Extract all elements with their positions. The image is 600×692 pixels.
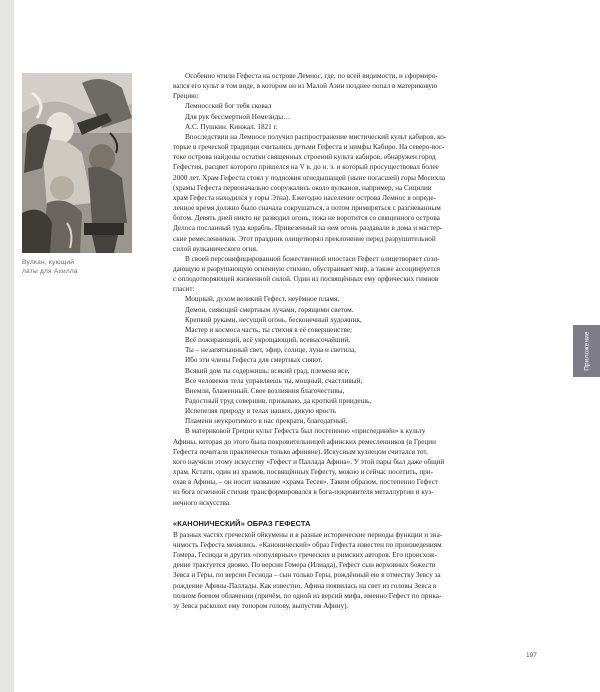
verse-line: Все человеков тела управляешь ты, мощный, счастливый,: [185, 376, 363, 385]
text-line: дающую и разрушающую огненную стихию, обустраивает мир, а также ассоциируется: [173, 264, 441, 273]
text-line: храм. Кстати, один из храмов, посвящённых Гефесту, можно и сейчас посетить, при-: [173, 468, 434, 477]
text-line: зу Зевса расколол ему топором голову, выпустив Афину).: [173, 601, 349, 610]
text-line: (храмы Гефеста первоначально сооружались около вулканов, например, на Сицилии: [173, 183, 432, 192]
section-heading: «КАНОНИЧЕСКИЙ» ОБРАЗ ГЕФЕСТА: [173, 518, 311, 528]
text-line: Грецию:: [173, 92, 199, 101]
caption-line: Вулкан, кующий: [22, 259, 75, 266]
text-line: ские ремесленников. Этот праздник олицетворял преклонение перед разрушительной: [173, 234, 436, 243]
text-line: чимость Гефеста менялись. «Канонический» образ Гефеста известен по произведениям: [173, 540, 442, 549]
verse-line: Лемносский бог тебя сковал: [185, 102, 272, 111]
verse-line: Радостный труд совершив, призываю, да кроткий приидешь,: [185, 397, 372, 405]
engraving-illustration: [22, 73, 132, 253]
text-line: силой вулканического огня.: [173, 244, 258, 253]
text-line: Афины, которая до этого была покровительницей афинских ремесленников (в Греции: [173, 437, 436, 446]
verse-line: Пламени неукротимого в нас прекрати, благодатный.: [185, 417, 348, 426]
text-line: Гефестия, расцвет которого пришелся на V в. до н. э. и который просуществовал более: [173, 163, 439, 172]
verse-line: Крепкий руками, несущий огонь, бесконечный художник,: [185, 315, 362, 324]
page-number: 197: [526, 652, 537, 659]
caption-line: латы для Ахилла: [22, 268, 78, 276]
verse-line: Ты – незапятнанный свет, эфир, солнце, луна и светила,: [185, 346, 356, 355]
text-line: из бога огненной стихии трансформировался в бога-покровителя металлургии и куз-: [173, 488, 434, 497]
text-line: Гомера, Гесиода и других «популярных» греческих и римских авторов. Его происхож-: [173, 551, 437, 560]
intro-paragraph: [173, 71, 544, 101]
section-tab-label: Приложение: [583, 331, 590, 371]
text-line: с оплодотворяющей жизненной силой. Один из посвящённых ему орфических гимнов: [173, 275, 439, 284]
canonical-paragraph: [173, 530, 544, 611]
text-line: полном боевом облачении (причём, по одной из версий мифа, именно Гефест по прика-: [173, 591, 442, 600]
text-line: дение трактуется двояко. По версии Гомера (Илиада), Гефест сын верховных божеств: [173, 561, 436, 570]
verse-line: Демон, сияющий смертным лучами, горящими светом.: [185, 305, 354, 314]
text-line: богом. Девять дней никто не разводил огонь, пока не воротится со священного острова: [173, 214, 440, 223]
text-line: Зевса и Геры, по версии Гесиода – сын только Геры, рождённый ею в отместку Зевсу за: [173, 571, 441, 580]
verse-line: Внемли, блаженный. Свое возлияния благочестивы,: [185, 386, 345, 395]
text-line: Делоса посланный туда корабль. Привезенный на нем огонь раздавали в дома и мастер-: [173, 224, 443, 233]
section-tab-appendix[interactable]: [573, 325, 600, 377]
pushkin-quote: [173, 101, 544, 131]
text-line: рождение Афины-Паллады. Как известно, Афина появилась на свет из головы Зевса в: [173, 581, 437, 590]
text-line: храм Гефеста находился у горы Этна). Ежегодно население острова Лемнос в опреде-: [173, 193, 436, 202]
text-line: В своей персонифицированной божественной ипостаси Гефест олицетворяет сози-: [185, 254, 440, 263]
verse-line: Всякий дом ты содержишь; всякий град, племена все,: [185, 366, 350, 375]
orphic-paragraph: [173, 254, 544, 295]
text-line: вался его культ в том виде, в котором он из Малой Азии позднее попал в материковую: [173, 82, 438, 91]
text-line: Особенно чтили Гефеста на острове Лемнос, где, по всей видимости, и сформиро-: [185, 72, 438, 80]
text-line: ленное время должно было сначала сокрушаться, а потом примиряться с разгневанным: [173, 204, 441, 213]
text-line: 2000 лет. Храм Гефеста стоял у подножия огнедышащей (ныне погасшей) горы Мосихла: [173, 173, 446, 182]
verse-line: Мастер и космоса часть, ты стихия в её совершенстве;: [185, 325, 353, 334]
text-line: торые в греческой традиции считались детьми Гефеста и нимфы Кабиро. На северо-вос-: [173, 143, 445, 152]
text-line: гласит:: [173, 285, 195, 294]
page-gutter: [0, 0, 14, 692]
text-line: кого научили этому искусству «Гефест и Паллада Афина». У этой пары был даже общий: [173, 457, 445, 466]
orphic-hymn: [173, 294, 544, 426]
verse-line: Испепеляя природу в телах наших, дикую ярость: [185, 407, 336, 416]
athens-paragraph: [173, 426, 544, 507]
verse-line: Для рук бессмертной Немезиды…: [185, 112, 291, 121]
text-line: В материковой Греции культ Гефеста был постепенно «присоединён» к культу: [185, 427, 426, 436]
figure-caption: [22, 258, 132, 277]
verse-line: Всё пожирающий, всё укрощающий, всевысочайший,: [185, 336, 351, 345]
text-line: Гефеста почитали практически только афиняне). Искусным кузнецом считался тот,: [173, 447, 428, 456]
text-line: нечного искусства.: [173, 498, 231, 507]
verse-line: Мощный, духом великий Гефест, неуёмное пламя,: [185, 295, 340, 304]
text-line: Впоследствии на Лемносе получил распространение мистический культ кабиров, ко-: [185, 132, 447, 141]
text-line: ехав в Афины, – он носит название «храма Тесея». Таким образом, постепенно Гефест: [173, 478, 439, 487]
quote-attribution: А.С. Пушкин. Кинжал. 1821 г.: [185, 122, 278, 131]
main-text-column: [173, 71, 544, 611]
verse-line: Ибо эти члены Гефеста для смертных сияют.: [185, 356, 323, 365]
cabiri-paragraph: [173, 132, 544, 254]
text-line: токе острова найдены остатки священных строений культа кабиров, обнаружен город: [173, 153, 436, 162]
vulcan-engraving-image: [22, 73, 132, 253]
text-line: В разных частях греческой ойкумены и в разные исторические периоды функции и зна-: [173, 530, 443, 539]
